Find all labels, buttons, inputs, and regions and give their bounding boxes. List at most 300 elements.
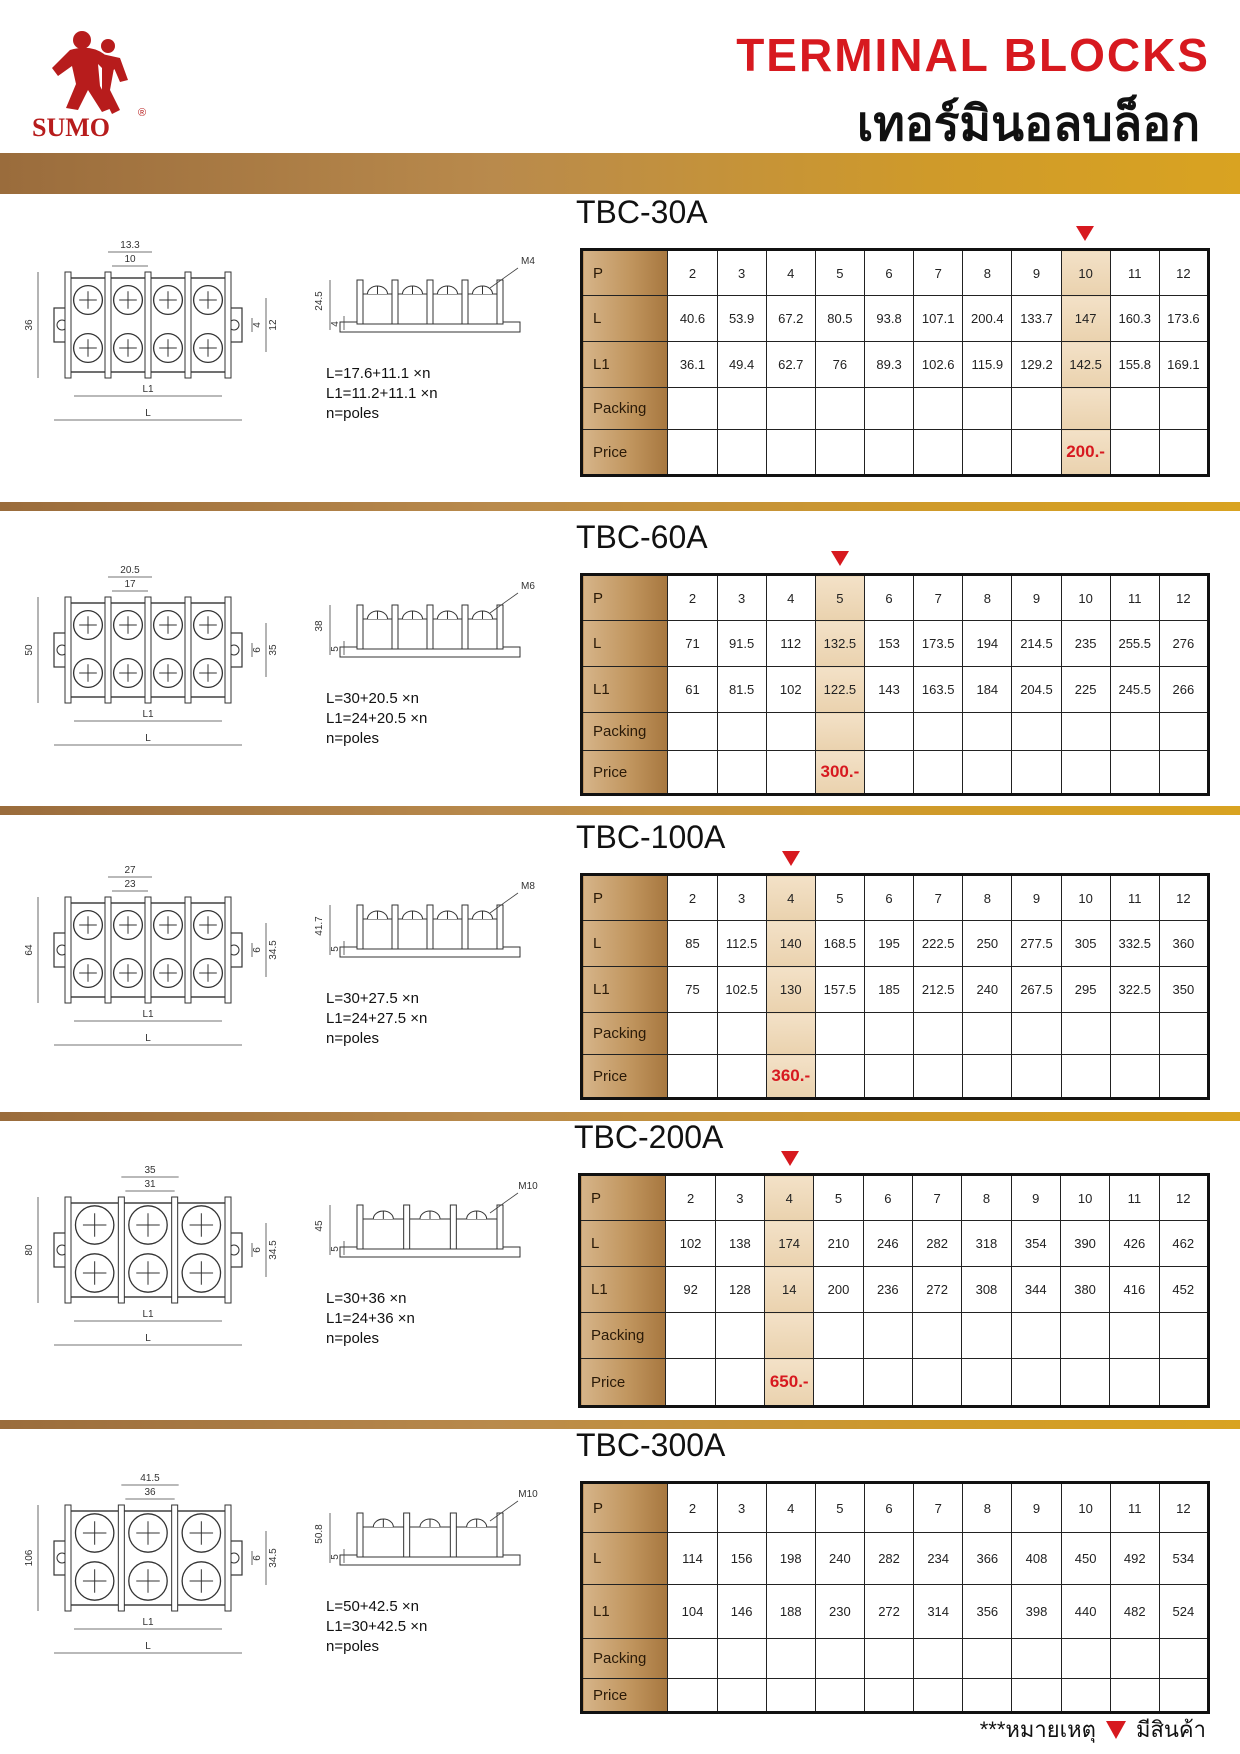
in-stock-marker-icon — [1106, 1721, 1126, 1739]
price-value: 650.- — [765, 1359, 814, 1407]
sumo-logo — [20, 24, 170, 144]
cell-l1: 115.9 — [963, 342, 1012, 388]
cell-l: 408 — [1012, 1533, 1061, 1585]
row-price — [582, 1055, 1209, 1099]
dimension-label: 24.5 — [314, 291, 325, 311]
empty-cell — [1012, 1639, 1061, 1679]
cell-l: 366 — [963, 1533, 1012, 1585]
empty-cell — [1012, 430, 1061, 476]
formula — [326, 689, 427, 749]
empty-cell — [1012, 1013, 1061, 1055]
dimension-label: L1 — [142, 1009, 154, 1020]
dimension-label: 6 — [252, 947, 263, 953]
cell-l1: 81.5 — [717, 667, 766, 713]
cell-p: 8 — [962, 1175, 1011, 1221]
dimension-label: M6 — [521, 581, 535, 592]
dimension-label: L — [145, 1333, 151, 1344]
cell-l: 160.3 — [1110, 296, 1159, 342]
cell-l: 168.5 — [815, 921, 864, 967]
cell-p: 3 — [715, 1175, 764, 1221]
cell-l: 235 — [1061, 621, 1110, 667]
formula-line: L1=24+27.5 ×n — [326, 1010, 428, 1027]
empty-cell — [914, 1679, 963, 1713]
empty-cell — [1159, 751, 1208, 795]
dimension-label: M10 — [518, 1181, 538, 1192]
cell-p: 11 — [1110, 875, 1159, 921]
cell-l: 133.7 — [1012, 296, 1061, 342]
cell-p: 2 — [668, 575, 717, 621]
cell-l1: 185 — [864, 967, 913, 1013]
row-header-l1: L1 — [582, 1585, 668, 1639]
empty-cell — [765, 1313, 814, 1359]
model-title: TBC-200A — [574, 1119, 724, 1155]
dimension-label: 17 — [124, 579, 136, 590]
row-p — [582, 875, 1209, 921]
cell-l: 173.6 — [1159, 296, 1208, 342]
cell-l1: 322.5 — [1110, 967, 1159, 1013]
formula-line: L1=11.2+11.1 ×n — [326, 385, 438, 402]
cell-p: 5 — [815, 1483, 864, 1533]
empty-cell — [963, 713, 1012, 751]
row-header-l: L — [582, 621, 668, 667]
cell-l: 147 — [1061, 296, 1110, 342]
empty-cell — [1159, 1359, 1208, 1407]
empty-cell — [815, 1679, 864, 1713]
empty-cell — [864, 430, 913, 476]
dimension-label: 12 — [268, 319, 279, 331]
empty-cell — [914, 388, 963, 430]
empty-cell — [1159, 1313, 1208, 1359]
cell-p: 11 — [1110, 575, 1159, 621]
empty-cell — [1110, 1313, 1159, 1359]
cell-l1: 272 — [864, 1585, 913, 1639]
cell-p: 2 — [668, 875, 717, 921]
cell-l1: 380 — [1060, 1267, 1109, 1313]
empty-cell — [668, 1639, 717, 1679]
empty-cell — [1012, 751, 1061, 795]
row-p — [582, 1483, 1209, 1533]
empty-cell — [863, 1359, 912, 1407]
row-l1 — [582, 667, 1209, 713]
cell-l1: 236 — [863, 1267, 912, 1313]
empty-cell — [1110, 1013, 1159, 1055]
cell-l: 354 — [1011, 1221, 1060, 1267]
empty-cell — [666, 1313, 715, 1359]
cell-p: 9 — [1012, 875, 1061, 921]
empty-cell — [1012, 1679, 1061, 1713]
cell-l: 277.5 — [1012, 921, 1061, 967]
empty-cell — [717, 1679, 766, 1713]
cell-l: 107.1 — [914, 296, 963, 342]
empty-cell — [963, 751, 1012, 795]
empty-cell — [914, 751, 963, 795]
empty-cell — [963, 430, 1012, 476]
cell-l1: 314 — [914, 1585, 963, 1639]
in-stock-marker-icon — [781, 1151, 799, 1166]
cell-l: 305 — [1061, 921, 1110, 967]
cell-l: 198 — [766, 1533, 815, 1585]
row-header-l: L — [582, 296, 668, 342]
dimension-label: M4 — [521, 256, 535, 267]
cell-l1: 266 — [1159, 667, 1208, 713]
row-header-packing: Packing — [580, 1313, 666, 1359]
cell-l: 360 — [1159, 921, 1208, 967]
row-header-l1: L1 — [582, 967, 668, 1013]
cell-l1: 102.5 — [717, 967, 766, 1013]
section-divider — [0, 806, 1240, 815]
cell-l: 174 — [765, 1221, 814, 1267]
empty-cell — [962, 1313, 1011, 1359]
cell-p: 7 — [914, 1483, 963, 1533]
model-title: TBC-60A — [576, 519, 708, 555]
cell-l: 234 — [914, 1533, 963, 1585]
cell-l: 450 — [1061, 1533, 1110, 1585]
empty-cell — [766, 713, 815, 751]
page-title-thai: เทอร์มินอลบล็อก — [856, 98, 1200, 151]
dimension-label: 34.5 — [268, 1240, 279, 1260]
row-header-p: P — [580, 1175, 666, 1221]
side-view-drawing — [300, 240, 540, 360]
empty-cell — [1011, 1359, 1060, 1407]
cell-l: 156 — [717, 1533, 766, 1585]
empty-cell — [914, 1055, 963, 1099]
cell-l1: 104 — [668, 1585, 717, 1639]
empty-cell — [814, 1313, 863, 1359]
empty-cell — [815, 1055, 864, 1099]
dimension-label: 106 — [24, 1549, 35, 1567]
cell-l: 246 — [863, 1221, 912, 1267]
empty-cell — [864, 1013, 913, 1055]
cell-l: 210 — [814, 1221, 863, 1267]
cell-l: 67.2 — [766, 296, 815, 342]
row-p — [582, 250, 1209, 296]
cell-p: 3 — [717, 1483, 766, 1533]
formula-line: L1=24+20.5 ×n — [326, 710, 428, 727]
dimension-label: 6 — [252, 1555, 263, 1561]
cell-l1: 122.5 — [815, 667, 864, 713]
dimension-label: 20.5 — [120, 565, 140, 576]
cell-p: 8 — [963, 250, 1012, 296]
dimension-label: 80 — [24, 1244, 35, 1256]
empty-cell — [766, 430, 815, 476]
empty-cell — [815, 388, 864, 430]
cell-l: 40.6 — [668, 296, 717, 342]
dimension-label: 6 — [252, 647, 263, 653]
empty-cell — [815, 430, 864, 476]
row-packing — [582, 388, 1209, 430]
dimension-label: 38 — [314, 620, 325, 632]
cell-l1: 212.5 — [914, 967, 963, 1013]
cell-p: 2 — [668, 250, 717, 296]
cell-l1: 204.5 — [1012, 667, 1061, 713]
page-title: TERMINAL BLOCKS — [736, 29, 1210, 81]
row-header-price: Price — [582, 430, 668, 476]
top-view-drawing — [18, 1453, 279, 1663]
dimension-label: 41.7 — [314, 916, 325, 936]
empty-cell — [668, 388, 717, 430]
cell-l1: 440 — [1061, 1585, 1110, 1639]
empty-cell — [1159, 1639, 1208, 1679]
formula — [326, 1597, 427, 1657]
dimension-label: 36 — [144, 1487, 156, 1498]
row-header-l: L — [582, 921, 668, 967]
cell-l: 153 — [864, 621, 913, 667]
top-view-drawing — [18, 220, 279, 430]
empty-cell — [1061, 388, 1110, 430]
empty-cell — [1110, 430, 1159, 476]
cell-l: 85 — [668, 921, 717, 967]
dimension-label: 35 — [268, 644, 279, 656]
dimension-label: 31 — [144, 1179, 156, 1190]
empty-cell — [1012, 388, 1061, 430]
spec-table — [580, 1481, 1210, 1714]
row-header-packing: Packing — [582, 713, 668, 751]
cell-p: 9 — [1012, 250, 1061, 296]
cell-l: 390 — [1060, 1221, 1109, 1267]
dimension-label: M10 — [518, 1489, 538, 1500]
row-l — [580, 1221, 1209, 1267]
dimension-label: 50.8 — [314, 1524, 325, 1544]
dimension-label: L1 — [142, 384, 154, 395]
cell-l: 132.5 — [815, 621, 864, 667]
row-l1 — [580, 1267, 1209, 1313]
cell-p: 5 — [814, 1175, 863, 1221]
empty-cell — [1110, 1055, 1159, 1099]
cell-p: 7 — [914, 250, 963, 296]
cell-l: 332.5 — [1110, 921, 1159, 967]
dimension-label: 6 — [252, 1247, 263, 1253]
cell-p: 11 — [1110, 1483, 1159, 1533]
empty-cell — [912, 1313, 961, 1359]
cell-l1: 102 — [766, 667, 815, 713]
cell-l: 140 — [766, 921, 815, 967]
top-view-drawing — [18, 545, 279, 755]
cell-p: 12 — [1159, 1175, 1208, 1221]
price-value: 360.- — [766, 1055, 815, 1099]
cell-l: 112 — [766, 621, 815, 667]
dimension-label: 10 — [124, 254, 136, 265]
legend-note: ***หมายเหตุ — [979, 1717, 1096, 1742]
cell-l1: 102.6 — [914, 342, 963, 388]
empty-cell — [864, 1639, 913, 1679]
cell-p: 3 — [717, 875, 766, 921]
formula-line: L1=30+42.5 ×n — [326, 1618, 428, 1635]
cell-p: 9 — [1012, 1483, 1061, 1533]
price-value: 200.- — [1061, 430, 1110, 476]
cell-p: 5 — [815, 250, 864, 296]
cell-p: 7 — [914, 875, 963, 921]
model-title: TBC-30A — [576, 194, 708, 230]
dimension-label: 50 — [24, 644, 35, 656]
cell-p: 6 — [864, 250, 913, 296]
row-price — [580, 1359, 1209, 1407]
legend-meaning: มีสินค้า — [1135, 1717, 1206, 1742]
cell-p: 4 — [766, 250, 815, 296]
empty-cell — [717, 430, 766, 476]
empty-cell — [914, 713, 963, 751]
empty-cell — [864, 713, 913, 751]
model-title: TBC-100A — [576, 819, 726, 855]
empty-cell — [1012, 1055, 1061, 1099]
cell-l1: 344 — [1011, 1267, 1060, 1313]
cell-l: 492 — [1110, 1533, 1159, 1585]
dimension-label: 4 — [330, 321, 341, 327]
empty-cell — [1060, 1359, 1109, 1407]
empty-cell — [1159, 1679, 1208, 1713]
row-packing — [580, 1313, 1209, 1359]
dimension-label: L — [145, 1641, 151, 1652]
cell-l1: 75 — [668, 967, 717, 1013]
cell-l1: 62.7 — [766, 342, 815, 388]
empty-cell — [766, 751, 815, 795]
cell-l: 282 — [912, 1221, 961, 1267]
dimension-label: 34.5 — [268, 1548, 279, 1568]
cell-p: 3 — [717, 250, 766, 296]
row-packing — [582, 1639, 1209, 1679]
cell-l: 114 — [668, 1533, 717, 1585]
cell-p: 7 — [912, 1175, 961, 1221]
formula-line: L=17.6+11.1 ×n — [326, 365, 431, 382]
empty-cell — [1110, 1639, 1159, 1679]
cell-l1: 155.8 — [1110, 342, 1159, 388]
cell-p: 4 — [765, 1175, 814, 1221]
cell-p: 10 — [1061, 1483, 1110, 1533]
legend — [980, 1712, 1206, 1747]
row-l — [582, 1533, 1209, 1585]
row-header-price: Price — [582, 1679, 668, 1713]
row-price — [582, 751, 1209, 795]
row-header-p: P — [582, 1483, 668, 1533]
cell-l: 462 — [1159, 1221, 1208, 1267]
section-divider — [0, 502, 1240, 511]
cell-p: 9 — [1011, 1175, 1060, 1221]
empty-cell — [1159, 1055, 1208, 1099]
cell-p: 12 — [1159, 250, 1208, 296]
cell-l1: 267.5 — [1012, 967, 1061, 1013]
formula — [326, 989, 427, 1049]
in-stock-marker-icon — [1076, 226, 1094, 241]
empty-cell — [717, 1055, 766, 1099]
cell-l1: 142.5 — [1061, 342, 1110, 388]
cell-p: 12 — [1159, 875, 1208, 921]
cell-l1: 92 — [666, 1267, 715, 1313]
empty-cell — [1159, 388, 1208, 430]
dimension-label: L1 — [142, 1617, 154, 1628]
empty-cell — [1110, 1679, 1159, 1713]
cell-l1: 143 — [864, 667, 913, 713]
empty-cell — [963, 1013, 1012, 1055]
cell-l1: 89.3 — [864, 342, 913, 388]
empty-cell — [863, 1313, 912, 1359]
row-header-price: Price — [580, 1359, 666, 1407]
empty-cell — [1110, 751, 1159, 795]
row-header-packing: Packing — [582, 1013, 668, 1055]
cell-l: 194 — [963, 621, 1012, 667]
cell-l1: 452 — [1159, 1267, 1208, 1313]
dimension-label: 34.5 — [268, 940, 279, 960]
row-l — [582, 921, 1209, 967]
formula-line: n=poles — [326, 730, 379, 747]
spec-table — [580, 573, 1210, 796]
in-stock-marker-icon — [782, 851, 800, 866]
dimension-label: 13.3 — [120, 240, 140, 251]
cell-l1: 36.1 — [668, 342, 717, 388]
cell-l: 250 — [963, 921, 1012, 967]
empty-cell — [1061, 1679, 1110, 1713]
dimension-label: 5 — [330, 1246, 341, 1252]
empty-cell — [1061, 1013, 1110, 1055]
cell-p: 3 — [717, 575, 766, 621]
side-view-drawing — [300, 565, 540, 685]
row-header-p: P — [582, 575, 668, 621]
cell-l1: 350 — [1159, 967, 1208, 1013]
cell-l: 80.5 — [815, 296, 864, 342]
cell-p: 8 — [963, 875, 1012, 921]
cell-p: 10 — [1061, 575, 1110, 621]
empty-cell — [766, 1013, 815, 1055]
top-view-drawing — [18, 845, 279, 1055]
cell-p: 4 — [766, 875, 815, 921]
dimension-label: 5 — [330, 946, 341, 952]
row-l1 — [582, 342, 1209, 388]
cell-l1: 272 — [912, 1267, 961, 1313]
cell-l1: 169.1 — [1159, 342, 1208, 388]
cell-p: 8 — [963, 1483, 1012, 1533]
dimension-label: 41.5 — [140, 1473, 160, 1484]
cell-l1: 49.4 — [717, 342, 766, 388]
row-header-packing: Packing — [582, 1639, 668, 1679]
empty-cell — [668, 1055, 717, 1099]
row-header-packing: Packing — [582, 388, 668, 430]
row-p — [580, 1175, 1209, 1221]
cell-l1: 129.2 — [1012, 342, 1061, 388]
dimension-label: 23 — [124, 879, 136, 890]
cell-l: 426 — [1110, 1221, 1159, 1267]
formula-line: L=30+27.5 ×n — [326, 990, 420, 1007]
cell-l1: 230 — [815, 1585, 864, 1639]
empty-cell — [864, 388, 913, 430]
empty-cell — [914, 430, 963, 476]
side-view-drawing — [300, 1165, 540, 1285]
cell-l1: 225 — [1061, 667, 1110, 713]
cell-p: 6 — [863, 1175, 912, 1221]
cell-p: 4 — [766, 575, 815, 621]
empty-cell — [1110, 713, 1159, 751]
empty-cell — [668, 430, 717, 476]
dimension-label: 64 — [24, 944, 35, 956]
cell-p: 5 — [815, 875, 864, 921]
cell-l1: 130 — [766, 967, 815, 1013]
cell-l1: 240 — [963, 967, 1012, 1013]
row-header-l1: L1 — [582, 342, 668, 388]
empty-cell — [912, 1359, 961, 1407]
empty-cell — [668, 1679, 717, 1713]
empty-cell — [766, 388, 815, 430]
empty-cell — [814, 1359, 863, 1407]
empty-cell — [963, 1055, 1012, 1099]
formula-line: L=30+20.5 ×n — [326, 690, 420, 707]
empty-cell — [1061, 713, 1110, 751]
empty-cell — [815, 1639, 864, 1679]
empty-cell — [963, 1679, 1012, 1713]
top-view-drawing — [18, 1145, 279, 1355]
empty-cell — [717, 388, 766, 430]
cell-p: 10 — [1061, 250, 1110, 296]
formula-line: L1=24+36 ×n — [326, 1310, 415, 1327]
cell-l1: 61 — [668, 667, 717, 713]
dimension-label: 45 — [314, 1220, 325, 1232]
empty-cell — [963, 388, 1012, 430]
